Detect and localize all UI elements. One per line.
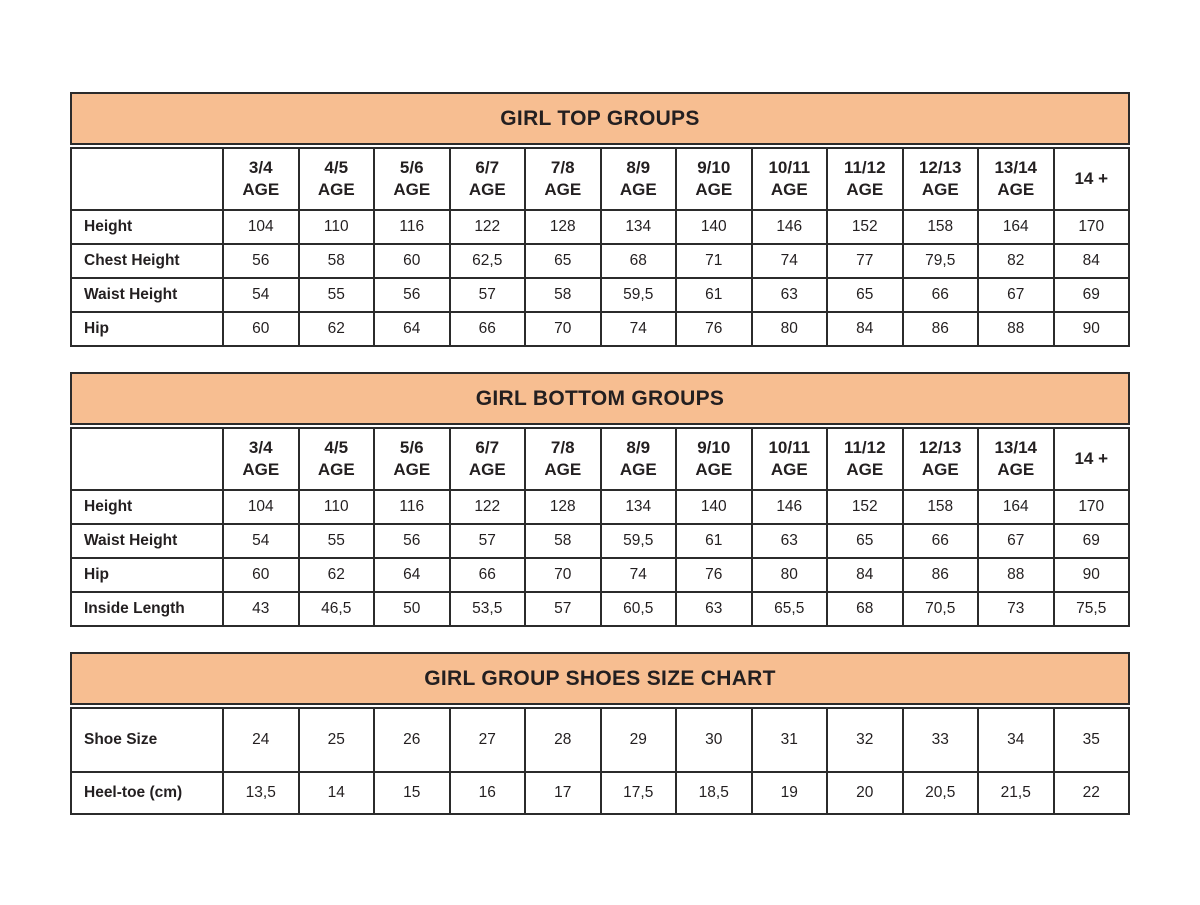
table-title-girl-top-groups: GIRL TOP GROUPS — [70, 92, 1130, 145]
value-cell: 15 — [374, 772, 450, 814]
row-label: Inside Length — [71, 592, 223, 626]
age-header-cell: 9/10 AGE — [676, 148, 752, 210]
value-cell: 170 — [1054, 490, 1130, 524]
age-header-cell: 14 + — [1054, 428, 1130, 490]
value-cell: 104 — [223, 490, 299, 524]
value-cell: 65,5 — [752, 592, 828, 626]
value-cell: 60 — [223, 312, 299, 346]
row-label: Shoe Size — [71, 708, 223, 772]
column-header-row — [71, 148, 1129, 210]
value-cell: 65 — [827, 278, 903, 312]
row-label: Height — [71, 490, 223, 524]
value-cell: 70 — [525, 558, 601, 592]
value-cell: 158 — [903, 210, 979, 244]
table-row — [71, 772, 1129, 814]
table-section-girl-bottom-groups — [70, 372, 1130, 627]
value-cell: 110 — [299, 490, 375, 524]
value-cell: 13,5 — [223, 772, 299, 814]
age-header-cell: 4/5 AGE — [299, 428, 375, 490]
value-cell: 74 — [752, 244, 828, 278]
table-row — [71, 524, 1129, 558]
value-cell: 84 — [827, 312, 903, 346]
age-header-cell: 13/14 AGE — [978, 428, 1054, 490]
value-cell: 88 — [978, 312, 1054, 346]
value-cell: 66 — [450, 558, 526, 592]
table-row — [71, 244, 1129, 278]
value-cell: 53,5 — [450, 592, 526, 626]
value-cell: 17 — [525, 772, 601, 814]
value-cell: 55 — [299, 278, 375, 312]
table-row — [71, 592, 1129, 626]
value-cell: 158 — [903, 490, 979, 524]
value-cell: 22 — [1054, 772, 1130, 814]
value-cell: 61 — [676, 524, 752, 558]
value-cell: 116 — [374, 210, 450, 244]
value-cell: 128 — [525, 210, 601, 244]
age-header-cell: 8/9 AGE — [601, 428, 677, 490]
value-cell: 134 — [601, 490, 677, 524]
age-header-cell: 13/14 AGE — [978, 148, 1054, 210]
table-row — [71, 278, 1129, 312]
value-cell: 57 — [450, 524, 526, 558]
column-header-row — [71, 428, 1129, 490]
value-cell: 33 — [903, 708, 979, 772]
size-grid-girl-bottom-groups — [70, 427, 1130, 627]
value-cell: 34 — [978, 708, 1054, 772]
table-section-girl-top-groups — [70, 92, 1130, 347]
value-cell: 104 — [223, 210, 299, 244]
value-cell: 69 — [1054, 524, 1130, 558]
value-cell: 164 — [978, 490, 1054, 524]
table-title-girl-bottom-groups: GIRL BOTTOM GROUPS — [70, 372, 1130, 425]
value-cell: 75,5 — [1054, 592, 1130, 626]
value-cell: 74 — [601, 558, 677, 592]
value-cell: 63 — [676, 592, 752, 626]
value-cell: 63 — [752, 278, 828, 312]
age-header-cell: 7/8 AGE — [525, 428, 601, 490]
age-header-cell: 12/13 AGE — [903, 428, 979, 490]
value-cell: 63 — [752, 524, 828, 558]
value-cell: 58 — [299, 244, 375, 278]
value-cell: 18,5 — [676, 772, 752, 814]
value-cell: 76 — [676, 558, 752, 592]
table-section-shoes-size-chart — [70, 652, 1130, 815]
value-cell: 152 — [827, 490, 903, 524]
value-cell: 60 — [374, 244, 450, 278]
value-cell: 31 — [752, 708, 828, 772]
value-cell: 64 — [374, 312, 450, 346]
value-cell: 20,5 — [903, 772, 979, 814]
row-label: Hip — [71, 558, 223, 592]
value-cell: 56 — [374, 278, 450, 312]
value-cell: 69 — [1054, 278, 1130, 312]
row-label: Heel-toe (cm) — [71, 772, 223, 814]
value-cell: 170 — [1054, 210, 1130, 244]
size-chart-sheet — [70, 92, 1130, 815]
value-cell: 17,5 — [601, 772, 677, 814]
empty-corner-cell — [71, 148, 223, 210]
value-cell: 50 — [374, 592, 450, 626]
value-cell: 140 — [676, 490, 752, 524]
age-header-cell: 5/6 AGE — [374, 428, 450, 490]
empty-corner-cell — [71, 428, 223, 490]
value-cell: 122 — [450, 490, 526, 524]
age-header-cell: 8/9 AGE — [601, 148, 677, 210]
value-cell: 59,5 — [601, 524, 677, 558]
value-cell: 86 — [903, 312, 979, 346]
row-label: Waist Height — [71, 524, 223, 558]
value-cell: 82 — [978, 244, 1054, 278]
value-cell: 26 — [374, 708, 450, 772]
value-cell: 20 — [827, 772, 903, 814]
value-cell: 14 — [299, 772, 375, 814]
age-header-cell: 11/12 AGE — [827, 148, 903, 210]
value-cell: 55 — [299, 524, 375, 558]
value-cell: 57 — [450, 278, 526, 312]
row-label: Hip — [71, 312, 223, 346]
value-cell: 65 — [525, 244, 601, 278]
row-label: Chest Height — [71, 244, 223, 278]
value-cell: 122 — [450, 210, 526, 244]
value-cell: 57 — [525, 592, 601, 626]
age-header-cell: 11/12 AGE — [827, 428, 903, 490]
value-cell: 77 — [827, 244, 903, 278]
value-cell: 65 — [827, 524, 903, 558]
value-cell: 16 — [450, 772, 526, 814]
value-cell: 27 — [450, 708, 526, 772]
value-cell: 128 — [525, 490, 601, 524]
value-cell: 80 — [752, 558, 828, 592]
value-cell: 110 — [299, 210, 375, 244]
value-cell: 140 — [676, 210, 752, 244]
age-header-cell: 4/5 AGE — [299, 148, 375, 210]
row-label: Height — [71, 210, 223, 244]
value-cell: 84 — [1054, 244, 1130, 278]
value-cell: 19 — [752, 772, 828, 814]
value-cell: 28 — [525, 708, 601, 772]
value-cell: 64 — [374, 558, 450, 592]
table-row — [71, 708, 1129, 772]
value-cell: 68 — [827, 592, 903, 626]
value-cell: 70 — [525, 312, 601, 346]
age-header-cell: 3/4 AGE — [223, 148, 299, 210]
value-cell: 66 — [903, 524, 979, 558]
value-cell: 32 — [827, 708, 903, 772]
table-row — [71, 312, 1129, 346]
value-cell: 35 — [1054, 708, 1130, 772]
value-cell: 146 — [752, 490, 828, 524]
value-cell: 71 — [676, 244, 752, 278]
value-cell: 60,5 — [601, 592, 677, 626]
value-cell: 62,5 — [450, 244, 526, 278]
value-cell: 73 — [978, 592, 1054, 626]
value-cell: 46,5 — [299, 592, 375, 626]
age-header-cell: 12/13 AGE — [903, 148, 979, 210]
row-label: Waist Height — [71, 278, 223, 312]
age-header-cell: 6/7 AGE — [450, 148, 526, 210]
table-row — [71, 210, 1129, 244]
value-cell: 58 — [525, 524, 601, 558]
value-cell: 62 — [299, 558, 375, 592]
value-cell: 67 — [978, 278, 1054, 312]
value-cell: 116 — [374, 490, 450, 524]
value-cell: 79,5 — [903, 244, 979, 278]
value-cell: 21,5 — [978, 772, 1054, 814]
value-cell: 61 — [676, 278, 752, 312]
value-cell: 134 — [601, 210, 677, 244]
value-cell: 56 — [374, 524, 450, 558]
value-cell: 146 — [752, 210, 828, 244]
value-cell: 25 — [299, 708, 375, 772]
age-header-cell: 7/8 AGE — [525, 148, 601, 210]
value-cell: 66 — [903, 278, 979, 312]
value-cell: 54 — [223, 278, 299, 312]
age-header-cell: 10/11 AGE — [752, 428, 828, 490]
table-title-shoes-size-chart: GIRL GROUP SHOES SIZE CHART — [70, 652, 1130, 705]
value-cell: 67 — [978, 524, 1054, 558]
value-cell: 76 — [676, 312, 752, 346]
table-row — [71, 490, 1129, 524]
size-grid-girl-top-groups — [70, 147, 1130, 347]
age-header-cell: 6/7 AGE — [450, 428, 526, 490]
value-cell: 56 — [223, 244, 299, 278]
value-cell: 66 — [450, 312, 526, 346]
value-cell: 43 — [223, 592, 299, 626]
value-cell: 84 — [827, 558, 903, 592]
age-header-cell: 9/10 AGE — [676, 428, 752, 490]
value-cell: 59,5 — [601, 278, 677, 312]
value-cell: 86 — [903, 558, 979, 592]
age-header-cell: 14 + — [1054, 148, 1130, 210]
value-cell: 152 — [827, 210, 903, 244]
value-cell: 54 — [223, 524, 299, 558]
value-cell: 29 — [601, 708, 677, 772]
value-cell: 60 — [223, 558, 299, 592]
value-cell: 90 — [1054, 312, 1130, 346]
value-cell: 24 — [223, 708, 299, 772]
size-grid-shoes-size-chart — [70, 707, 1130, 815]
value-cell: 164 — [978, 210, 1054, 244]
value-cell: 74 — [601, 312, 677, 346]
value-cell: 62 — [299, 312, 375, 346]
age-header-cell: 10/11 AGE — [752, 148, 828, 210]
value-cell: 70,5 — [903, 592, 979, 626]
age-header-cell: 5/6 AGE — [374, 148, 450, 210]
value-cell: 88 — [978, 558, 1054, 592]
age-header-cell: 3/4 AGE — [223, 428, 299, 490]
value-cell: 30 — [676, 708, 752, 772]
value-cell: 68 — [601, 244, 677, 278]
value-cell: 90 — [1054, 558, 1130, 592]
value-cell: 80 — [752, 312, 828, 346]
value-cell: 58 — [525, 278, 601, 312]
table-row — [71, 558, 1129, 592]
